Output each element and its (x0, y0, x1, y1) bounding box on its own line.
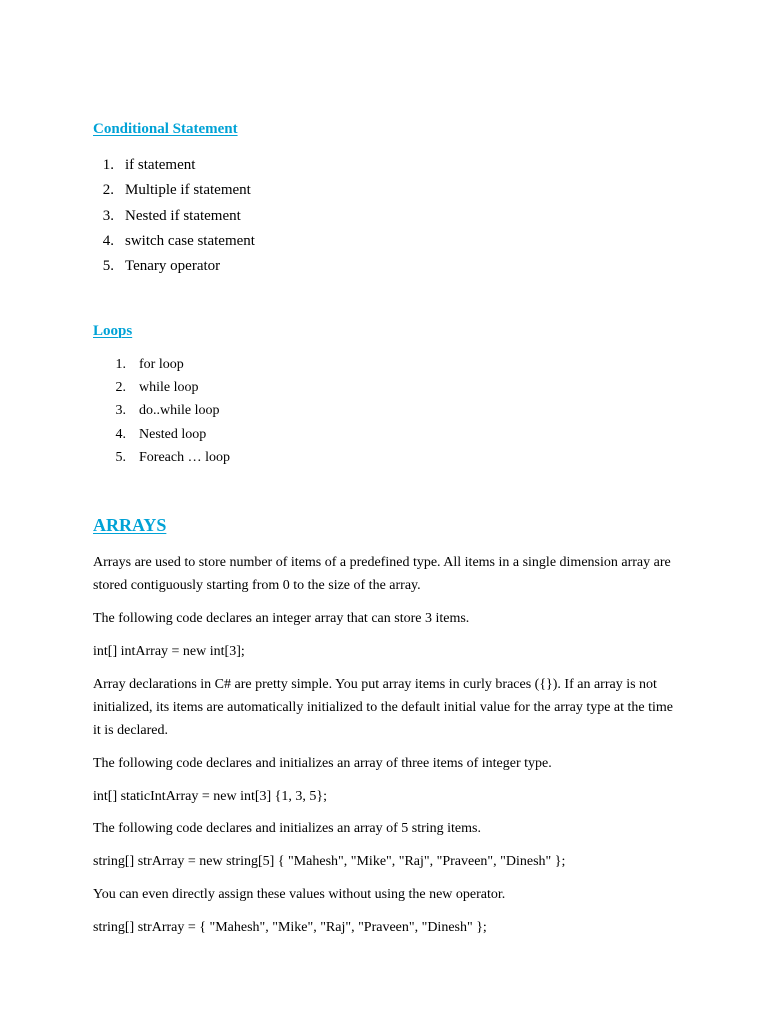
list-item-number: 4. (102, 232, 114, 249)
list-item-number: 3. (102, 207, 114, 224)
list-item-number: 3. (115, 403, 126, 419)
static-int-array-code: int[] staticIntArray = new int[3] {1, 3, 5}; (93, 789, 328, 804)
list-item-text: do..while loop (139, 403, 220, 419)
string-array-new-code: string[] strArray = new string[5] { "Mahesh", "Mike", "Raj", "Praveen", "Dinesh" }; (93, 854, 566, 869)
list-item-text: switch case statement (125, 232, 255, 249)
list-item-number: 4. (115, 426, 126, 442)
declarations-paragraph: Array declarations in C# are pretty simple. You put array items in curly braces ({}). If an array is not initialized, its items are automatically initialized to the default initial value for the array type at the time it is declared. (93, 677, 674, 738)
list-item-number: 1. (102, 157, 114, 173)
list-item-text: Foreach … loop (139, 449, 230, 465)
list-item-text: while loop (139, 380, 199, 396)
list-item-number: 1. (115, 357, 126, 372)
list-item-text: for loop (139, 357, 184, 372)
string-array-direct-code: string[] strArray = { "Mahesh", "Mike", "Raj", "Praveen", "Dinesh" }; (93, 920, 487, 935)
init-string-paragraph: The following code declares and initializes an array of 5 string items. (93, 821, 481, 836)
list-item-text: if statement (125, 157, 196, 173)
int-array-code: int[] intArray = new int[3]; (93, 644, 245, 659)
list-item-number: 2. (115, 380, 126, 396)
list-item-text: Multiple if statement (125, 182, 251, 199)
loops-heading: Loops (93, 323, 133, 339)
list-item-number: 5. (102, 258, 114, 275)
list-item-text: Nested loop (139, 426, 207, 442)
list-item-number: 5. (115, 449, 126, 465)
direct-assign-paragraph: You can even directly assign these values without using the new operator. (93, 887, 506, 902)
arrays-heading: ARRAYS (93, 515, 167, 535)
list-item-number: 2. (102, 182, 114, 199)
declares-paragraph: The following code declares an integer array that can store 3 items. (93, 611, 470, 626)
list-item-text: Nested if statement (125, 207, 241, 224)
init-int-paragraph: The following code declares and initializes an array of three items of integer type. (93, 756, 552, 771)
arrays-intro-paragraph: Arrays are used to store number of items of a predefined type. All items in a single dimension array are stored contiguously starting from 0 to the size of the array. (93, 555, 671, 593)
list-item-text: Tenary operator (125, 258, 221, 275)
conditional-statement-heading: Conditional Statement (93, 121, 238, 137)
